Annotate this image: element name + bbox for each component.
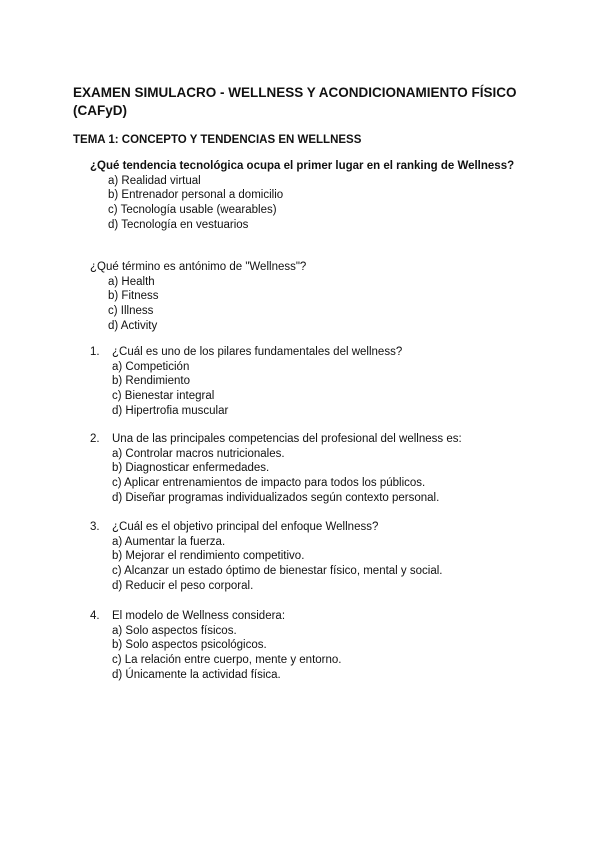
- option-d: d) Diseñar programas individualizados según contexto personal.: [112, 491, 440, 504]
- option-d: d) Hipertrofia muscular: [112, 404, 229, 417]
- option-b: b) Mejorar el rendimiento competitivo.: [112, 550, 305, 563]
- question-text: ¿Cuál es uno de los pilares fundamentales del wellness?: [112, 346, 403, 358]
- question-block: [90, 520, 442, 594]
- option-b: b) Diagnosticar enfermedades.: [112, 462, 270, 475]
- options-list: [112, 360, 402, 419]
- question-number: 4.: [90, 610, 100, 622]
- question-text: Una de las principales competencias del profesional del wellness es:: [112, 433, 462, 445]
- option-b: b) Rendimiento: [112, 375, 190, 388]
- option-d: d) Activity: [108, 319, 158, 332]
- question-block: [90, 345, 402, 419]
- option-c: c) Alcanzar un estado óptimo de bienestar físico, mental y social.: [112, 565, 443, 578]
- option-b: b) Fitness: [108, 290, 159, 303]
- option-a: a) Health: [108, 275, 155, 288]
- option-c: c) Bienestar integral: [112, 390, 215, 403]
- question-number: 2.: [90, 433, 100, 445]
- question-block: [90, 432, 462, 506]
- option-d: d) Únicamente la actividad física.: [112, 668, 281, 681]
- question-text: ¿Qué tendencia tecnológica ocupa el primer lugar en el ranking de Wellness?: [90, 160, 515, 172]
- exam-title: EXAMEN SIMULACRO - WELLNESS Y ACONDICIONAMIENTO FÍSICO (CAFyD): [73, 85, 517, 118]
- question-text: ¿Cuál es el objetivo principal del enfoque Wellness?: [112, 521, 379, 533]
- option-a: a) Solo aspectos físicos.: [112, 624, 237, 637]
- options-list: [112, 535, 442, 594]
- option-c: c) Illness: [108, 305, 154, 318]
- question-text: ¿Qué término es antónimo de "Wellness"?: [90, 261, 307, 273]
- question-number: 3.: [90, 521, 100, 533]
- options-list: [108, 174, 514, 233]
- option-c: c) La relación entre cuerpo, mente y entorno.: [112, 654, 342, 667]
- options-list: [112, 447, 462, 506]
- option-a: a) Realidad virtual: [108, 174, 201, 187]
- option-c: c) Aplicar entrenamientos de impacto para todos los públicos.: [112, 477, 426, 490]
- option-a: a) Competición: [112, 360, 190, 373]
- option-d: d) Reducir el peso corporal.: [112, 579, 254, 592]
- question-number: 1.: [90, 346, 100, 358]
- question-block: [90, 260, 306, 334]
- option-d: d) Tecnología en vestuarios: [108, 218, 249, 231]
- option-a: a) Controlar macros nutricionales.: [112, 447, 285, 460]
- option-c: c) Tecnología usable (wearables): [108, 204, 277, 217]
- options-list: [108, 275, 306, 334]
- question-block: [90, 159, 514, 233]
- option-b: b) Solo aspectos psicológicos.: [112, 639, 267, 652]
- section-heading: TEMA 1: CONCEPTO Y TENDENCIAS EN WELLNESS: [73, 134, 362, 146]
- option-b: b) Entrenador personal a domicilio: [108, 189, 284, 202]
- question-text: El modelo de Wellness considera:: [112, 610, 286, 622]
- option-a: a) Aumentar la fuerza.: [112, 535, 226, 548]
- question-block: [90, 609, 342, 683]
- options-list: [112, 624, 342, 683]
